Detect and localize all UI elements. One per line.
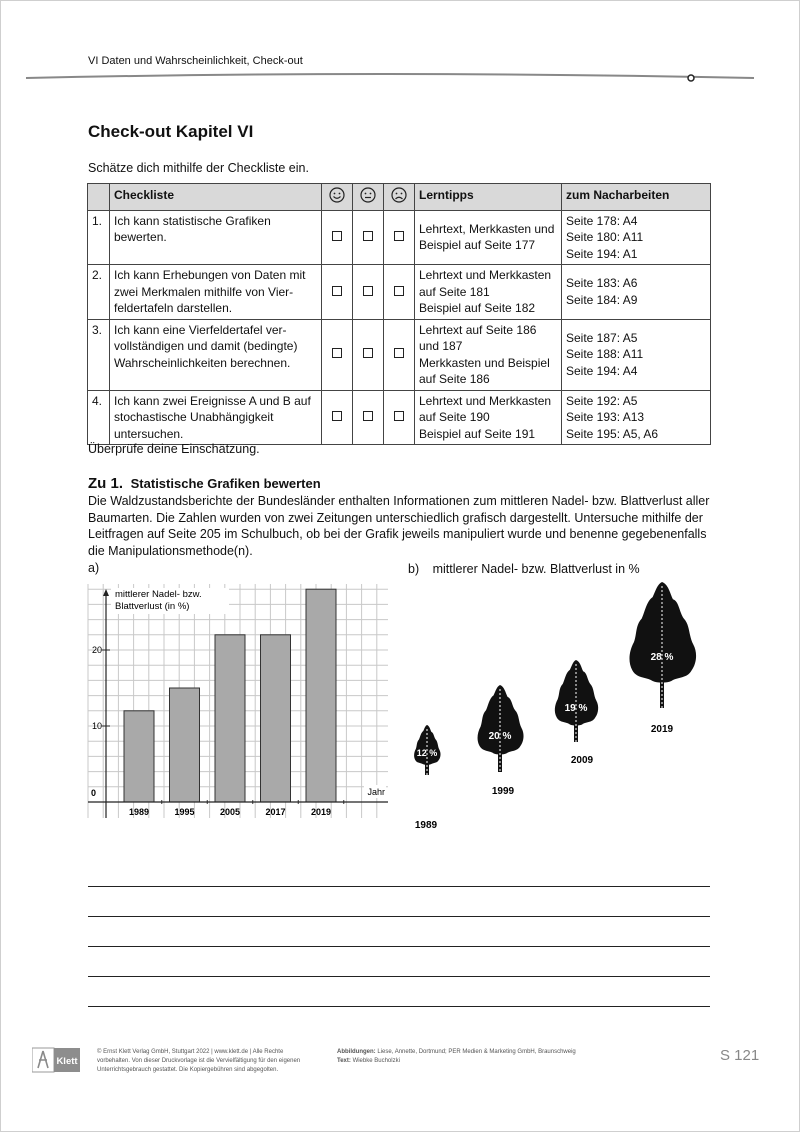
table-row <box>88 319 711 390</box>
year-label: 1989 <box>414 820 438 831</box>
text-line: Lehrtext auf Seite 186 <box>419 322 537 337</box>
rating-happy-cell <box>322 265 353 320</box>
text-line: Seite 184: A9 <box>566 292 638 307</box>
rating-checkbox[interactable] <box>332 348 342 358</box>
tips-cell <box>415 319 562 390</box>
section-text: Die Waldzustandsberichte der Bundesländer enthalten Informationen zum mittleren Nadel- bzw. Blattverlust aller Baumarten. Die Zahlen wurden von zwei Zeitungen unterschiedlich grafisch dargestellt. Untersuche mithilfe der Leitfragen auf Seite 205 im Schulbuch, ob bei der Grafik jeweils manipuliert wurde und benenne gegebenenfalls die Manipulationsmethode(n). <box>88 494 710 558</box>
text-line: Seite 195: A5, A6 <box>566 426 659 441</box>
credits-label: Abbildungen: <box>337 1049 376 1055</box>
checklist-item <box>110 210 322 265</box>
rating-checkbox[interactable] <box>363 348 373 358</box>
text-line: vollständigen und damit (bedingte) <box>114 339 298 353</box>
klett-logo <box>32 1047 80 1073</box>
label-b <box>408 562 640 576</box>
text-line: © Ernst Klett Verlag GmbH, Stuttgart 2022 | www.klett.de | Alle Rechte <box>97 1049 284 1055</box>
happy-smiley-icon <box>329 187 345 203</box>
text-author: Wiebke Bucholzki <box>352 1058 400 1064</box>
tree-icon <box>629 582 696 708</box>
tips-cell <box>415 210 562 265</box>
rating-happy-cell <box>322 319 353 390</box>
x-tick-label: 2005 <box>219 807 241 817</box>
bar-chart <box>86 580 391 825</box>
answer-lines <box>88 857 710 1007</box>
text-line: Ich kann statistische Grafiken <box>114 213 271 228</box>
text-line: Lehrtext und Merkkasten <box>419 268 552 282</box>
tree-icon <box>414 725 440 775</box>
table-row <box>88 265 711 320</box>
answer-line[interactable] <box>88 977 710 1007</box>
tips-cell <box>415 265 562 320</box>
bar <box>170 688 200 802</box>
checklist-item <box>110 265 322 320</box>
year-label: 2019 <box>650 724 674 735</box>
y-tick-label: 20 <box>91 645 102 655</box>
text-line: Beispiel auf Seite 191 <box>419 426 536 441</box>
y-axis-arrow <box>103 589 109 596</box>
footer-copyright <box>97 1048 327 1075</box>
checklist-item <box>110 319 322 390</box>
x-tick-label: 1995 <box>174 807 195 817</box>
y-axis-label: mittlerer Nadel- bzw. <box>115 589 202 600</box>
text-line: Lehrtext, Merkkasten und <box>419 221 555 236</box>
text-line: Lehrtext und Merkkasten <box>419 393 552 408</box>
bar <box>261 635 291 802</box>
x-axis-label: Jahr <box>367 787 385 797</box>
text-line: Unterrichtsgebrauch gestattet. Die Kopiergebühren sind abgegolten. <box>97 1067 279 1073</box>
x-tick-label: 2019 <box>310 807 332 817</box>
rating-checkbox[interactable] <box>363 286 373 296</box>
row-number: 3. <box>88 319 110 390</box>
year-label: 2009 <box>570 755 594 766</box>
text-line: auf Seite 190 <box>419 410 490 424</box>
text-line: Seite 180: A11 <box>566 230 644 244</box>
value-label: 12 % <box>416 748 438 758</box>
y-tick-label: 0 <box>90 788 96 798</box>
review-cell <box>562 319 711 390</box>
checklist-item <box>110 390 322 445</box>
year-label: 1999 <box>491 786 515 797</box>
page-title: Check-out Kapitel VI <box>88 122 254 141</box>
review-cell <box>562 210 711 265</box>
section-number: Zu 1. <box>88 475 124 492</box>
answer-line[interactable] <box>88 917 710 947</box>
sad-smiley-icon <box>391 187 407 203</box>
section-title: Statistische Grafiken bewerten <box>130 476 321 491</box>
review-cell <box>562 390 711 445</box>
rating-checkbox[interactable] <box>363 231 373 241</box>
row-number: 2. <box>88 265 110 320</box>
x-tick-label: 1989 <box>128 807 150 817</box>
answer-line[interactable] <box>88 887 710 917</box>
review-cell <box>562 265 711 320</box>
x-tick-label: 2017 <box>265 807 286 817</box>
row-number: 4. <box>88 390 110 445</box>
col-neutral-header <box>353 184 384 211</box>
answer-line[interactable] <box>88 857 710 887</box>
rating-checkbox[interactable] <box>394 411 404 421</box>
value-label: 20 % <box>488 730 512 742</box>
rating-sad-cell <box>384 210 415 265</box>
text-line: zwei Merkmalen mithilfe von Vier- <box>114 284 294 299</box>
tree-crown <box>478 685 524 754</box>
row-number: 1. <box>88 210 110 265</box>
table-header-row <box>88 184 711 211</box>
rating-sad-cell <box>384 319 415 390</box>
header-rule <box>24 68 764 84</box>
page-header: VI Daten und Wahrscheinlichkeit, Check-out <box>88 55 303 67</box>
label-a: a) <box>88 561 100 575</box>
rating-checkbox[interactable] <box>394 348 404 358</box>
rating-checkbox[interactable] <box>394 286 404 296</box>
text-line: Ich kann Erhebungen von Daten mit <box>114 268 306 282</box>
rating-neutral-cell <box>353 319 384 390</box>
rating-neutral-cell <box>353 390 384 445</box>
neutral-smiley-icon <box>360 187 376 203</box>
col-number-header <box>88 184 110 211</box>
text-line: stochastische Unabhängigkeit <box>114 410 274 424</box>
bar <box>124 711 154 802</box>
text-line: untersuchen. <box>114 426 184 441</box>
check-text: Überprüfe deine Einschätzung. <box>88 442 260 456</box>
col-review-header: zum Nacharbeiten <box>562 184 711 211</box>
text-line: Seite 192: A5 <box>566 393 638 408</box>
text-line: Seite 187: A5 <box>566 330 638 345</box>
rating-checkbox[interactable] <box>332 286 342 296</box>
checklist-table <box>87 183 711 445</box>
tree-pictogram-chart <box>400 580 730 835</box>
tips-cell <box>415 390 562 445</box>
rating-checkbox[interactable] <box>332 231 342 241</box>
text-label: Text: <box>337 1058 351 1064</box>
label-b-letter: b) <box>408 562 420 576</box>
rating-happy-cell <box>322 210 353 265</box>
page-number: S 121 <box>720 1047 760 1064</box>
text-line: Wahrscheinlichkeiten berechnen. <box>114 355 291 370</box>
tree-icon <box>478 685 524 772</box>
text-line: Seite 183: A6 <box>566 276 638 291</box>
intro-text: Schätze dich mithilfe der Checkliste ein. <box>88 161 309 175</box>
value-label: 28 % <box>650 652 674 664</box>
y-tick-label: 10 <box>91 721 102 731</box>
tree-crown <box>555 660 598 725</box>
tree-icon <box>555 660 598 742</box>
footer-credits <box>337 1048 637 1066</box>
bar <box>215 635 245 802</box>
text-line: feldertafeln darstellen. <box>114 301 233 315</box>
y-axis-label: Blattverlust (in %) <box>115 601 190 612</box>
rating-neutral-cell <box>353 265 384 320</box>
col-sad-header <box>384 184 415 211</box>
rating-checkbox[interactable] <box>332 411 342 421</box>
text-line: bewerten. <box>114 230 167 244</box>
rating-sad-cell <box>384 265 415 320</box>
answer-line[interactable] <box>88 947 710 977</box>
col-checklist-header: Checkliste <box>110 184 322 211</box>
logo-text: Klett <box>56 1056 78 1067</box>
tree-crown <box>629 582 696 683</box>
bar <box>306 589 336 802</box>
section-heading <box>88 475 321 492</box>
text-line: Seite 194: A1 <box>566 246 638 261</box>
text-line: Ich kann zwei Ereignisse A und B auf <box>114 393 311 408</box>
chart-b-title: mittlerer Nadel- bzw. Blattverlust in % <box>432 562 640 576</box>
text-line: Beispiel auf Seite 182 <box>419 301 536 315</box>
text-line: Seite 194: A4 <box>566 363 638 378</box>
table-row <box>88 210 711 265</box>
text-line: Seite 193: A13 <box>566 410 645 424</box>
text-line: Seite 188: A11 <box>566 347 644 362</box>
text-line: auf Seite 181 <box>419 284 490 299</box>
credits-text: Liese, Annette, Dortmund; PER Medien & Marketing GmbH, Braunschweig <box>377 1049 576 1055</box>
col-happy-header <box>322 184 353 211</box>
text-line: Merkkasten und Beispiel <box>419 355 550 370</box>
text-line: Seite 178: A4 <box>566 213 638 228</box>
table-row <box>88 390 711 445</box>
col-tips-header: Lerntipps <box>415 184 562 211</box>
value-label: 19 % <box>564 702 588 714</box>
rating-checkbox[interactable] <box>394 231 404 241</box>
text-line: vorbehalten. Von dieser Druckvorlage ist die Vervielfältigung für den eigenen <box>97 1058 301 1064</box>
rating-sad-cell <box>384 390 415 445</box>
rating-neutral-cell <box>353 210 384 265</box>
text-line: Beispiel auf Seite 177 <box>419 238 536 253</box>
rating-happy-cell <box>322 390 353 445</box>
rating-checkbox[interactable] <box>363 411 373 421</box>
text-line: auf Seite 186 <box>419 372 490 386</box>
text-line: und 187 <box>419 339 463 353</box>
text-line: Ich kann eine Vierfeldertafel ver- <box>114 322 287 337</box>
